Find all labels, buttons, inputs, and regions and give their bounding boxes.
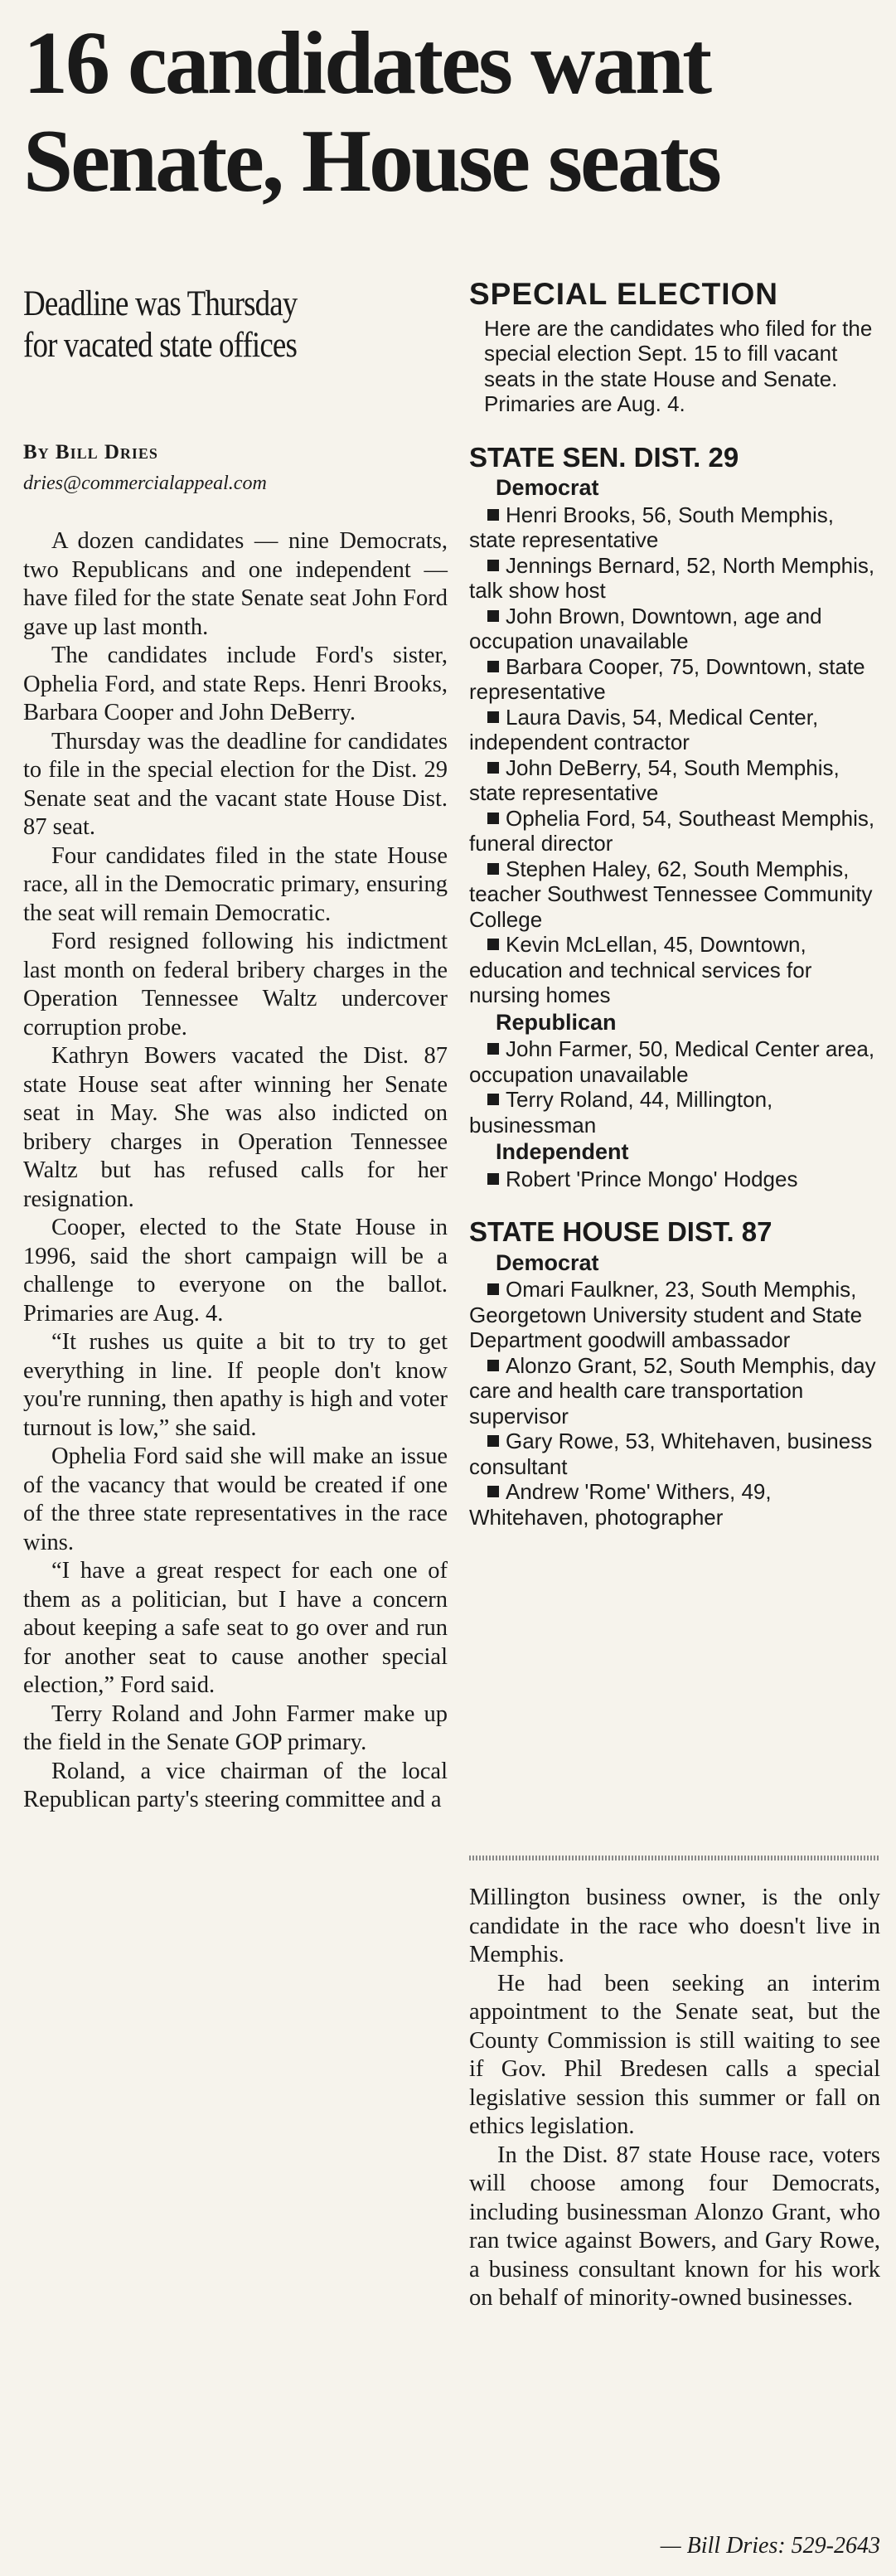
candidate-entry — [469, 806, 884, 856]
candidate-entry — [469, 705, 884, 755]
headline — [23, 15, 869, 211]
candidate-text: Gary Rowe, 53, Whitehaven, business consultant — [469, 1429, 873, 1479]
senate-republican-list — [469, 1036, 884, 1138]
party-label-democrat: Democrat — [496, 1249, 599, 1275]
candidate-text: Henri Brooks, 56, South Memphis, state representative — [469, 502, 834, 552]
candidate-entry — [469, 1087, 884, 1138]
bullet-indent — [469, 604, 506, 628]
bullet-indent — [469, 1429, 506, 1453]
square-bullet-icon — [487, 863, 499, 875]
candidate-entry — [469, 1277, 884, 1353]
candidate-text: John DeBerry, 54, South Memphis, state representative — [469, 754, 840, 805]
bullet-indent — [469, 502, 506, 527]
deck-line-1: Deadline was Thursday — [23, 284, 298, 323]
party-label-republican: Republican — [496, 1009, 617, 1035]
candidate-text: Jennings Bernard, 52, North Memphis, talk show host — [469, 552, 875, 603]
paragraph: Thursday was the deadline for candidates to file in the special election for the Dist. 29 Senate seat and the vacant state House Dist. 87 seat. — [23, 728, 448, 840]
square-bullet-icon — [487, 661, 499, 672]
candidate-entry — [469, 1036, 884, 1087]
paragraph: “I have a great respect for each one of them as a politician, but I have a concern about keeping a safe seat to go over and run for another seat to cause another special election,” Ford said. — [23, 1558, 448, 1698]
bullet-indent — [469, 654, 506, 679]
candidate-entry — [469, 1353, 884, 1429]
bullet-indent — [469, 932, 506, 957]
senate-district-title: STATE SEN. DIST. 29 — [469, 441, 739, 473]
candidate-text: Robert 'Prince Mongo' Hodges — [506, 1166, 798, 1191]
paragraph: Millington business owner, is the only candidate in the race who doesn't live in Memphis. — [469, 1885, 880, 1967]
paragraph: Four candidates filed in the state House race, all in the Democratic primary, ensuring the seat will remain Democratic. — [23, 842, 448, 926]
square-bullet-icon — [487, 813, 499, 824]
article-right-column — [469, 1884, 880, 2313]
candidate-text: Andrew 'Rome' Withers, 49, Whitehaven, photographer — [469, 1479, 772, 1530]
candidate-entry — [469, 1479, 884, 1530]
candidate-text: Alonzo Grant, 52, South Memphis, day care and health care transportation supervisor — [469, 1352, 876, 1429]
bullet-indent — [469, 553, 506, 578]
candidate-text: Stephen Haley, 62, South Memphis, teacher Southwest Tennessee Community College — [469, 856, 873, 932]
bullet-indent — [469, 755, 506, 780]
candidate-text: Terry Roland, 44, Millington, businessman — [469, 1087, 773, 1138]
paragraph: He had been seeking an interim appointment to the Senate seat, but the County Commission is still waiting to see if Gov. Phil Bredesen calls a special legislative session this summer or fall on ethics legislation. — [469, 1970, 880, 2139]
square-bullet-icon — [487, 1173, 499, 1185]
candidate-entry — [469, 1429, 884, 1479]
paragraph: Ford resigned following his indictment last month on federal bribery charges in the Operation Tennessee Waltz undercover corruption probe. — [23, 929, 448, 1041]
square-bullet-icon — [487, 1094, 499, 1105]
deck-line-2: for vacated state offices — [23, 326, 297, 365]
house-district-title: STATE HOUSE DIST. 87 — [469, 1216, 772, 1247]
candidate-entry — [469, 1167, 884, 1192]
bullet-indent — [469, 1167, 506, 1191]
square-bullet-icon — [487, 1043, 499, 1055]
square-bullet-icon — [487, 509, 499, 521]
candidate-entry — [469, 502, 884, 553]
party-label-independent: Independent — [496, 1139, 629, 1164]
candidate-text: Omari Faulkner, 23, South Memphis, Georgetown University student and State Department goodwill ambassador — [469, 1277, 863, 1352]
bullet-indent — [469, 705, 506, 730]
paragraph: Roland, a vice chairman of the local Republican party's steering committee and a — [23, 1758, 448, 1812]
senate-democrat-list — [469, 502, 884, 1008]
candidate-text: Kevin McLellan, 45, Downtown, education and technical services for nursing homes — [469, 932, 812, 1007]
candidate-text: Laura Davis, 54, Medical Center, independent contractor — [469, 704, 819, 754]
bullet-indent — [469, 856, 506, 881]
square-bullet-icon — [487, 1435, 499, 1447]
paragraph: Kathryn Bowers vacated the Dist. 87 state House seat after winning her Senate seat in May. She was also indicted on bribery charges in Operation Tennessee Waltz but has refused calls for her resignation. — [23, 1043, 448, 1212]
bullet-indent — [469, 1087, 506, 1112]
candidate-text: Ophelia Ford, 54, Southeast Memphis, funeral director — [469, 805, 875, 856]
sidebar-intro: Here are the candidates who filed for the special election Sept. 15 to fill vacant seats in the state House and Senate. Primaries are Aug. 4. — [484, 315, 873, 416]
senate-independent-list — [469, 1167, 884, 1192]
bullet-indent — [469, 1036, 506, 1061]
square-bullet-icon — [487, 1360, 499, 1371]
square-bullet-icon — [487, 610, 499, 622]
square-bullet-icon — [487, 1486, 499, 1497]
square-bullet-icon — [487, 711, 499, 723]
candidate-entry — [469, 755, 884, 806]
headline-line-2: Senate, House seats — [23, 112, 719, 211]
paragraph: Ophelia Ford said she will make an issue of the vacancy that would be created if one of the three state representatives in the race wins. — [23, 1443, 448, 1555]
paragraph: Terry Roland and John Farmer make up the field in the Senate GOP primary. — [23, 1700, 448, 1755]
square-bullet-icon — [487, 939, 499, 950]
paragraph: “It rushes us quite a bit to try to get everything in line. If people don't know you're running, then apathy is high and voter turnout is low,” she said. — [23, 1329, 448, 1441]
deck — [23, 284, 380, 366]
house-democrat-list — [469, 1277, 884, 1530]
special-election-sidebar — [469, 277, 884, 1530]
candidate-entry — [469, 856, 884, 933]
paragraph: The candidates include Ford's sister, Ophelia Ford, and state Reps. Henri Brooks, Barbara Cooper and John DeBerry. — [23, 643, 448, 725]
candidate-entry — [469, 654, 884, 705]
candidate-entry — [469, 553, 884, 604]
bullet-indent — [469, 806, 506, 831]
party-label-democrat: Democrat — [496, 475, 599, 500]
candidate-text: John Brown, Downtown, age and occupation unavailable — [469, 603, 822, 653]
square-bullet-icon — [487, 762, 499, 774]
candidate-entry — [469, 932, 884, 1008]
byline-email: dries@commercialappeal.com — [23, 473, 267, 494]
signoff: — Bill Dries: 529-2643 — [660, 2533, 880, 2559]
bullet-indent — [469, 1479, 506, 1504]
candidate-entry — [469, 604, 884, 654]
byline: By Bill Dries — [23, 441, 158, 463]
square-bullet-icon — [487, 1283, 499, 1295]
article-left-column — [23, 527, 448, 1815]
paragraph: A dozen candidates — nine Democrats, two Republicans and one independent — have filed for the state Senate seat John Ford gave up last month. — [23, 528, 448, 640]
headline-line-1: 16 candidates want — [23, 14, 710, 113]
bullet-indent — [469, 1277, 506, 1302]
candidate-text: John Farmer, 50, Medical Center area, occupation unavailable — [469, 1036, 875, 1087]
candidate-text: Barbara Cooper, 75, Downtown, state representative — [469, 653, 865, 704]
square-bullet-icon — [487, 560, 499, 571]
section-divider — [469, 1856, 880, 1860]
sidebar-title: SPECIAL ELECTION — [469, 277, 779, 311]
bullet-indent — [469, 1353, 506, 1378]
paragraph: In the Dist. 87 state House race, voters will choose among four Democrats, including businessman Alonzo Grant, who ran twice against Bowers, and Gary Rowe, a business consultant known for his work on behalf of minority-owned businesses. — [469, 2142, 880, 2311]
paragraph: Cooper, elected to the State House in 1996, said the short campaign will be a challenge to everyone on the ballot. Primaries are Aug. 4. — [23, 1215, 448, 1327]
